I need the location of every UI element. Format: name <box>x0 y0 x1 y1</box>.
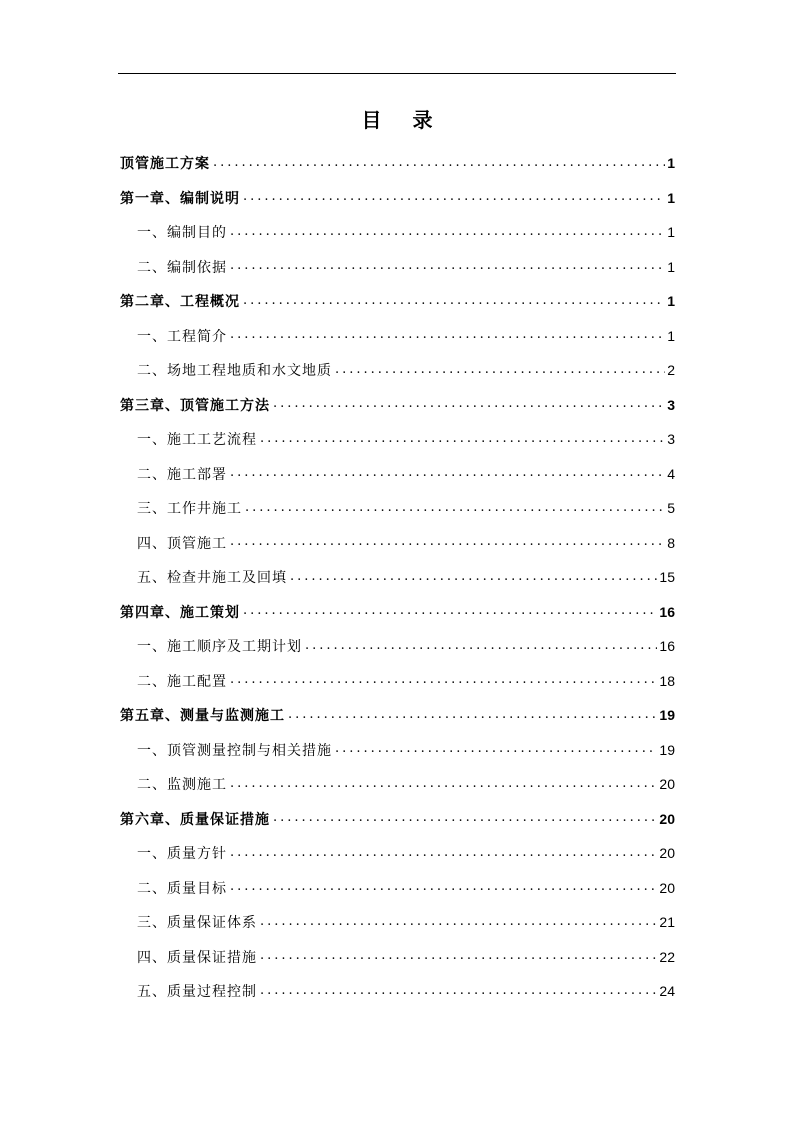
toc-dot-leader <box>230 845 657 860</box>
toc-dot-leader <box>230 224 665 239</box>
toc-page-number: 22 <box>659 948 675 965</box>
toc-section-entry[interactable] <box>120 422 675 457</box>
toc-entry-label: 第六章、质量保证措施 <box>120 811 270 828</box>
toc-dot-leader <box>243 189 665 204</box>
toc-entry-label: 第四章、施工策划 <box>120 604 240 621</box>
toc-dot-leader <box>230 534 665 549</box>
toc-dot-leader <box>230 879 657 894</box>
toc-entry-label: 顶管施工方案 <box>120 156 210 173</box>
toc-entry-label: 四、质量保证措施 <box>137 949 257 966</box>
toc-chapter-entry[interactable] <box>120 181 675 216</box>
toc-entry-label: 五、检查井施工及回填 <box>137 570 287 587</box>
toc-entry-label: 五、质量过程控制 <box>137 984 257 1001</box>
toc-chapter-entry[interactable] <box>120 388 675 423</box>
toc-section-entry[interactable] <box>120 664 675 699</box>
toc-page-number: 20 <box>659 810 675 827</box>
toc-dot-leader <box>243 293 665 308</box>
toc-section-entry[interactable] <box>120 905 675 940</box>
toc-page-number: 3 <box>667 431 675 448</box>
toc-entry-label: 三、工作井施工 <box>137 501 242 518</box>
toc-page-number: 24 <box>659 983 675 1000</box>
toc-dot-leader <box>260 914 657 929</box>
toc-section-entry[interactable] <box>120 491 675 526</box>
toc-dot-leader <box>230 327 665 342</box>
toc-chapter-entry[interactable] <box>120 146 675 181</box>
toc-page-number: 4 <box>667 465 675 482</box>
toc-page-number: 20 <box>659 845 675 862</box>
toc-entry-label: 三、质量保证体系 <box>137 915 257 932</box>
toc-section-entry[interactable] <box>120 353 675 388</box>
toc-section-entry[interactable] <box>120 767 675 802</box>
toc-dot-leader <box>290 569 657 584</box>
toc-dot-leader <box>335 362 665 377</box>
toc-entry-label: 一、顶管测量控制与相关措施 <box>137 742 332 759</box>
toc-dot-leader <box>230 672 657 687</box>
toc-dot-leader <box>273 810 657 825</box>
toc-page-number: 1 <box>667 189 675 206</box>
toc-entry-label: 二、场地工程地质和水文地质 <box>137 363 332 380</box>
toc-entry-label: 一、施工工艺流程 <box>137 432 257 449</box>
toc-page-number: 5 <box>667 500 675 517</box>
toc-section-entry[interactable] <box>120 871 675 906</box>
toc-entry-label: 二、施工配置 <box>137 673 227 690</box>
toc-page-number: 8 <box>667 534 675 551</box>
toc-entry-label: 一、质量方针 <box>137 846 227 863</box>
toc-section-entry[interactable] <box>120 733 675 768</box>
toc-dot-leader <box>260 431 665 446</box>
toc-section-entry[interactable] <box>120 319 675 354</box>
toc-page-number: 1 <box>667 224 675 241</box>
toc-page-number: 15 <box>659 569 675 586</box>
toc-section-entry[interactable] <box>120 629 675 664</box>
toc-dot-leader <box>260 948 657 963</box>
toc-page-number: 21 <box>659 914 675 931</box>
toc-entry-label: 二、编制依据 <box>137 259 227 276</box>
toc-entry-label: 四、顶管施工 <box>137 535 227 552</box>
toc-section-entry[interactable] <box>120 526 675 561</box>
toc-entry-label: 一、施工顺序及工期计划 <box>137 639 302 656</box>
toc-dot-leader <box>243 603 657 618</box>
toc-dot-leader <box>305 638 657 653</box>
toc-entry-label: 第一章、编制说明 <box>120 190 240 207</box>
toc-dot-leader <box>245 500 665 515</box>
toc-section-entry[interactable] <box>120 940 675 975</box>
toc-entry-label: 第三章、顶管施工方法 <box>120 397 270 414</box>
toc-dot-leader <box>213 155 665 170</box>
toc-chapter-entry[interactable] <box>120 698 675 733</box>
toc-section-entry[interactable] <box>120 250 675 285</box>
toc-entry-label: 二、监测施工 <box>137 777 227 794</box>
toc-page-number: 20 <box>659 879 675 896</box>
toc-page-number: 1 <box>667 327 675 344</box>
toc-page-number: 1 <box>667 258 675 275</box>
toc-chapter-entry[interactable] <box>120 284 675 319</box>
page-title: 目 录 <box>361 108 445 132</box>
toc-section-entry[interactable] <box>120 457 675 492</box>
toc-entry-label: 一、工程简介 <box>137 328 227 345</box>
table-of-contents <box>120 146 675 1009</box>
toc-page-number: 18 <box>659 672 675 689</box>
toc-dot-leader <box>230 465 665 480</box>
toc-entry-label: 一、编制目的 <box>137 225 227 242</box>
toc-chapter-entry[interactable] <box>120 595 675 630</box>
toc-page-number: 3 <box>667 396 675 413</box>
toc-dot-leader <box>230 776 657 791</box>
toc-section-entry[interactable] <box>120 836 675 871</box>
toc-entry-label: 第二章、工程概况 <box>120 294 240 311</box>
toc-dot-leader <box>230 258 665 273</box>
toc-entry-label: 二、施工部署 <box>137 466 227 483</box>
toc-page-number: 20 <box>659 776 675 793</box>
toc-section-entry[interactable] <box>120 215 675 250</box>
toc-dot-leader <box>260 983 657 998</box>
toc-section-entry[interactable] <box>120 974 675 1009</box>
toc-page-number: 19 <box>659 741 675 758</box>
toc-dot-leader <box>335 741 657 756</box>
toc-page-number: 19 <box>659 707 675 724</box>
toc-page-number: 16 <box>659 638 675 655</box>
toc-entry-label: 二、质量目标 <box>137 880 227 897</box>
header-rule <box>118 73 676 74</box>
toc-entry-label: 第五章、测量与监测施工 <box>120 708 285 725</box>
toc-section-entry[interactable] <box>120 560 675 595</box>
toc-dot-leader <box>273 396 665 411</box>
toc-page-number: 2 <box>667 362 675 379</box>
toc-page-number: 16 <box>659 603 675 620</box>
toc-page-number: 1 <box>667 293 675 310</box>
toc-page-number: 1 <box>667 155 675 172</box>
toc-chapter-entry[interactable] <box>120 802 675 837</box>
toc-dot-leader <box>288 707 657 722</box>
